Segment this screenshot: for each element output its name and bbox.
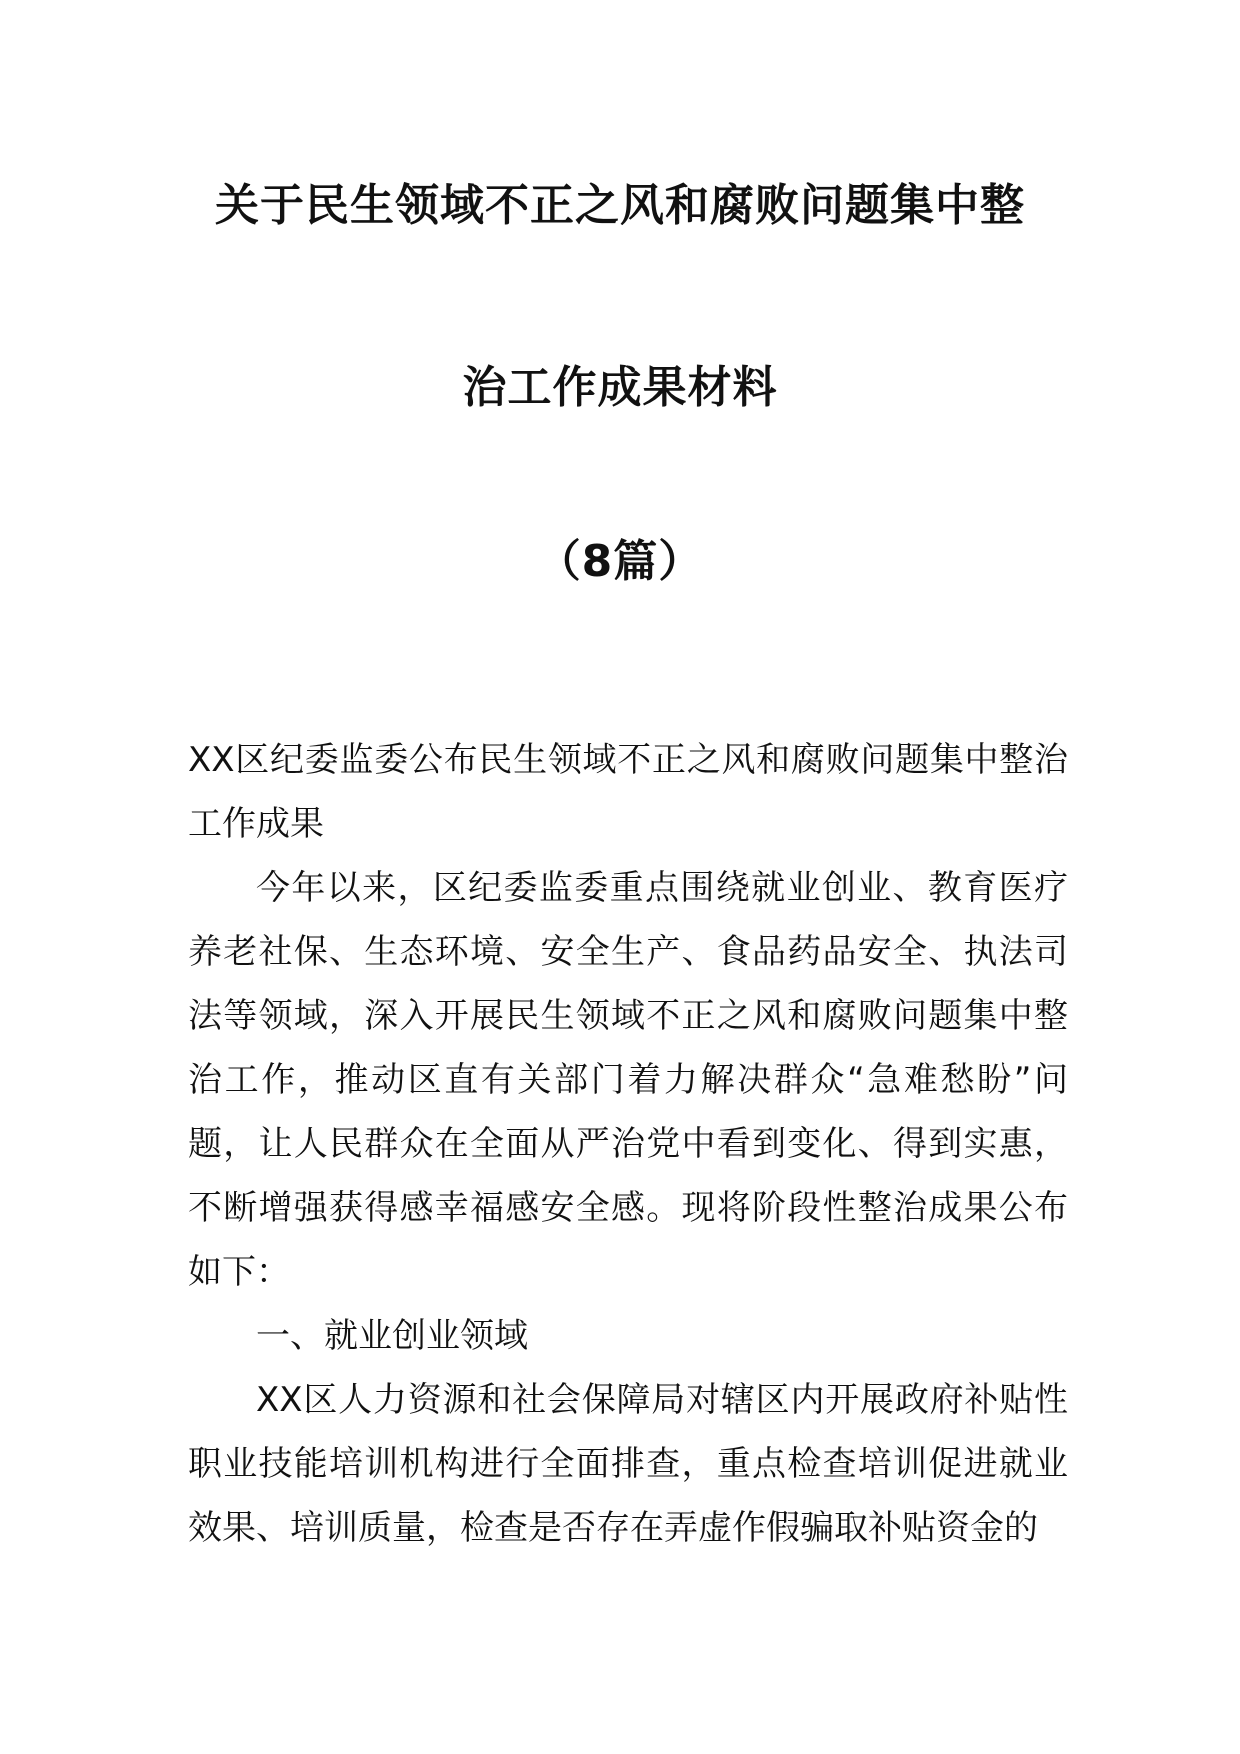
section-paragraph-text: XX区人力资源和社会保障局对辖区内开展政府补贴性职业技能培训机构进行全面排查，重点检查培训促进就业效果、培训质量，检查是否存在弄虚作假骗取补贴资金的: [188, 1380, 1068, 1548]
section-heading-text: 一、就业创业领域: [256, 1316, 528, 1356]
document-title-line-2: 治工作成果材料: [462, 362, 778, 413]
intro-paragraph-text: 今年以来，区纪委监委重点围绕就业创业、教育医疗养老社保、生态环境、安全生产、食品药品安全、执法司法等领域，深入开展民生领域不正之风和腐败问题集中整治工作，推动区直有关部门着力解决群众“急难愁盼”问题，让人民群众在全面从严治党中看到变化、得到实惠，不断增强获得感幸福感安全感。现将阶段性整治成果公布如下：: [188, 868, 1068, 1292]
section-paragraph: [188, 1368, 1068, 1560]
section-heading: [188, 1304, 1068, 1368]
document-title-count: （8篇）: [536, 536, 704, 587]
intro-paragraph: [188, 856, 1068, 1304]
document-title-line-1: 关于民生领域不正之风和腐败问题集中整: [215, 180, 1025, 231]
document-subtitle: [188, 728, 1068, 856]
subtitle-text: XX区纪委监委公布民生领域不正之风和腐败问题集中整治工作成果: [188, 740, 1068, 844]
